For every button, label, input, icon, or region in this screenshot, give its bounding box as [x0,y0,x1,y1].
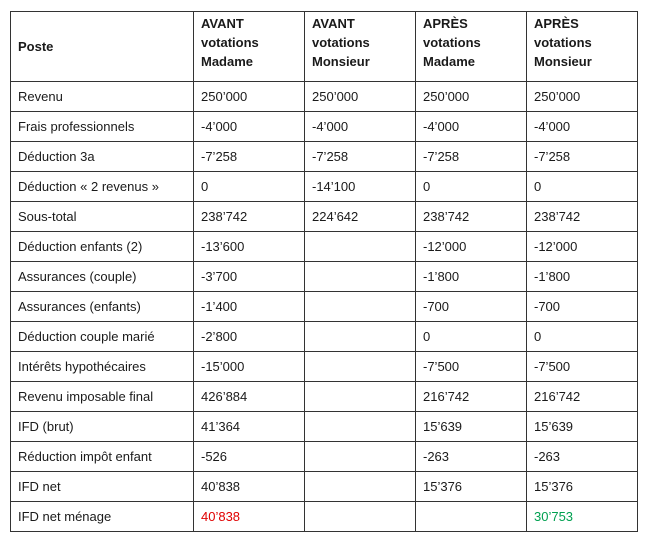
row-label: Déduction enfants (2) [11,232,194,262]
cell-apres-monsieur: -7’500 [527,352,638,382]
header-line: Monsieur [534,54,592,69]
cell-apres-madame: -7’500 [416,352,527,382]
cell-avant-monsieur [305,412,416,442]
table-row [11,142,638,172]
cell-apres-monsieur: -7’258 [527,142,638,172]
cell-avant-madame: -7’258 [194,142,305,172]
cell-apres-madame: -7’258 [416,142,527,172]
row-label: IFD net ménage [11,502,194,532]
cell-avant-monsieur [305,472,416,502]
header-line: AVANT [312,16,355,31]
header-avant-madame [194,12,305,82]
row-label: Sous-total [11,202,194,232]
cell-apres-madame: -4’000 [416,112,527,142]
header-row [11,12,638,82]
header-line: Madame [201,54,254,69]
cell-apres-monsieur: 0 [527,172,638,202]
cell-avant-monsieur [305,232,416,262]
cell-apres-monsieur: 15’376 [527,472,638,502]
cell-avant-madame: 0 [194,172,305,202]
cell-apres-monsieur: -263 [527,442,638,472]
row-label: IFD net [11,472,194,502]
row-label: Revenu imposable final [11,382,194,412]
table-row [11,442,638,472]
row-label: Assurances (enfants) [11,292,194,322]
cell-apres-madame [416,502,527,532]
cell-avant-madame: 40’838 [194,472,305,502]
cell-apres-madame: 15’639 [416,412,527,442]
cell-avant-madame: -3’700 [194,262,305,292]
cell-avant-monsieur: -7’258 [305,142,416,172]
cell-avant-monsieur [305,322,416,352]
header-poste [11,12,194,82]
cell-apres-monsieur: 0 [527,322,638,352]
cell-apres-madame: -700 [416,292,527,322]
cell-apres-monsieur: -700 [527,292,638,322]
header-poste-label: Poste [18,39,54,54]
table-row [11,112,638,142]
cell-avant-monsieur [305,292,416,322]
cell-apres-monsieur: 15’639 [527,412,638,442]
row-label: Déduction couple marié [11,322,194,352]
table-row [11,82,638,112]
tax-comparison-table [10,11,638,532]
cell-avant-monsieur: -4’000 [305,112,416,142]
cell-apres-madame: 15’376 [416,472,527,502]
table-body [11,82,638,532]
header-apres-monsieur [527,12,638,82]
cell-apres-madame: 0 [416,322,527,352]
table-row [11,292,638,322]
cell-apres-madame: 0 [416,172,527,202]
cell-apres-monsieur-total: 30’753 [527,502,638,532]
cell-avant-monsieur [305,502,416,532]
cell-apres-monsieur: -1’800 [527,262,638,292]
row-label: Frais professionnels [11,112,194,142]
row-label: Déduction 3a [11,142,194,172]
cell-avant-madame: -4’000 [194,112,305,142]
cell-apres-monsieur: -12’000 [527,232,638,262]
table-row [11,202,638,232]
header-line: votations [201,35,259,50]
row-label: Réduction impôt enfant [11,442,194,472]
row-label: Intérêts hypothécaires [11,352,194,382]
cell-avant-madame: 426’884 [194,382,305,412]
table-row [11,382,638,412]
header-line: votations [534,35,592,50]
cell-apres-monsieur: -4’000 [527,112,638,142]
cell-avant-madame: -15’000 [194,352,305,382]
cell-avant-madame-total: 40’838 [194,502,305,532]
cell-avant-madame: 41’364 [194,412,305,442]
cell-avant-madame: -13’600 [194,232,305,262]
header-line: votations [423,35,481,50]
cell-avant-madame: 238’742 [194,202,305,232]
cell-avant-madame: -1’400 [194,292,305,322]
cell-avant-monsieur [305,262,416,292]
row-label: IFD (brut) [11,412,194,442]
cell-avant-monsieur [305,442,416,472]
cell-apres-madame: -12’000 [416,232,527,262]
header-line: APRÈS [423,16,468,31]
header-line: APRÈS [534,16,579,31]
header-apres-madame [416,12,527,82]
header-line: AVANT [201,16,244,31]
table-row [11,322,638,352]
table-row [11,232,638,262]
row-label: Déduction « 2 revenus » [11,172,194,202]
cell-apres-madame: 250’000 [416,82,527,112]
cell-avant-monsieur: -14’100 [305,172,416,202]
cell-avant-madame: -526 [194,442,305,472]
table-row [11,472,638,502]
header-line: votations [312,35,370,50]
header-avant-monsieur [305,12,416,82]
tax-comparison-table-container [10,11,638,532]
table-row [11,352,638,382]
table-row [11,172,638,202]
cell-apres-madame: 216’742 [416,382,527,412]
row-label: Revenu [11,82,194,112]
cell-apres-monsieur: 238’742 [527,202,638,232]
cell-apres-monsieur: 216’742 [527,382,638,412]
cell-avant-monsieur [305,352,416,382]
table-row [11,412,638,442]
cell-avant-monsieur: 224’642 [305,202,416,232]
header-line: Madame [423,54,476,69]
cell-avant-madame: -2’800 [194,322,305,352]
cell-apres-madame: -263 [416,442,527,472]
cell-avant-monsieur [305,382,416,412]
header-line: Monsieur [312,54,370,69]
table-row [11,262,638,292]
table-row [11,502,638,532]
cell-apres-monsieur: 250’000 [527,82,638,112]
cell-apres-madame: 238’742 [416,202,527,232]
cell-avant-monsieur: 250’000 [305,82,416,112]
cell-apres-madame: -1’800 [416,262,527,292]
cell-avant-madame: 250’000 [194,82,305,112]
row-label: Assurances (couple) [11,262,194,292]
